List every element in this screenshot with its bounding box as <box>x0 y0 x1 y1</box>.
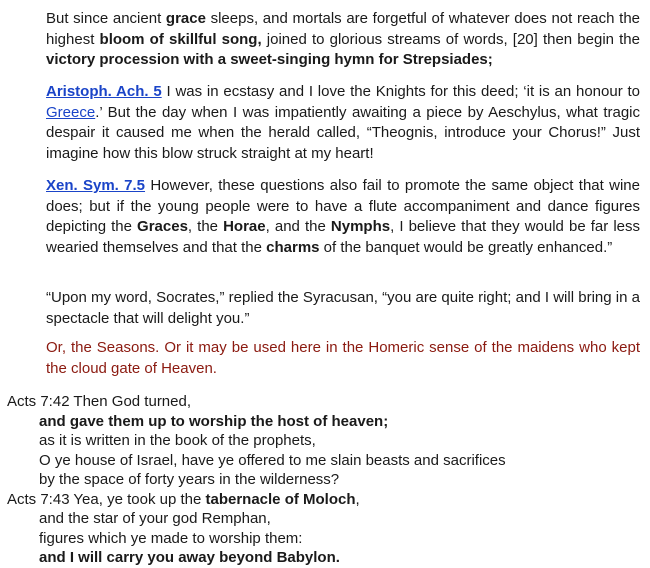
text: , the <box>187 218 224 235</box>
text: sleeps, and mortals are forgetful of whatever does not reach the highest <box>46 10 641 48</box>
greece-link[interactable]: Greece <box>46 103 96 121</box>
acts-line: Acts 7:42 Then God turned, <box>7 393 192 410</box>
bold-graces: Graces <box>137 218 188 235</box>
bold-host-of-heaven: and gave them up to worship the host of heaven; <box>39 412 389 430</box>
reference-link-aristoph-ach[interactable]: Aristoph. Ach. 5 <box>46 83 162 100</box>
acts-line: and the star of your god Remphan, <box>39 510 271 527</box>
acts-line: as it is written in the book of the prophets, <box>39 432 316 449</box>
text: , <box>355 490 360 508</box>
bold-horae: Horae <box>223 218 266 235</box>
bold-grace: grace <box>165 10 206 27</box>
paragraph-seasons-note: Or, the Seasons. Or it may be used here in the Homeric sense of the maidens who kept the cloud gate of Heaven. <box>46 339 640 377</box>
acts-line <box>7 490 650 510</box>
text: of the banquet would be greatly enhanced.” <box>319 238 613 256</box>
text: , and the <box>265 218 331 235</box>
bold-tabernacle-of-moloch: tabernacle of Moloch <box>205 490 356 508</box>
acts-passage <box>7 392 650 568</box>
text: I was in ecstasy and I love the Knights for this deed; ‘it is an honour to <box>161 83 640 100</box>
paragraph-syracusan: “Upon my word, Socrates,” replied the Syracusan, “you are quite right; and I will bring in a spectacle that will delight you.” <box>46 289 640 327</box>
bold-victory-procession: victory procession with a sweet-singing hymn for Strepsiades; <box>46 51 493 68</box>
bold-charms: charms <box>266 238 320 256</box>
acts-line: O ye house of Israel, have ye offered to me slain beasts and sacrifices <box>39 451 506 469</box>
text: joined to glorious streams of words, [20] then begin the <box>261 30 640 48</box>
text: Acts 7:43 Yea, ye took up the <box>7 490 206 508</box>
acts-line-bold <box>7 548 650 568</box>
bold-nymphs: Nymphs <box>330 218 391 235</box>
acts-line: by the space of forty years in the wilderness? <box>39 471 340 488</box>
text: , I believe that they would be far less wearied themselves and that the <box>46 218 640 256</box>
bold-beyond-babylon: and I will carry you away beyond Babylon. <box>39 549 340 566</box>
paragraph-aristophanes <box>0 82 650 164</box>
bold-bloom-of-skillful-song: bloom of skillful song, <box>99 30 262 48</box>
text: .’ But the day when I was impatiently awaiting a piece by Aeschylus, what tragic despair it caused me when the herald called, “Theognis, introduce your Chorus!” Just imagine how this blow struck straight at my heart! <box>46 103 640 162</box>
text: But since ancient <box>46 10 166 27</box>
paragraph-pindar <box>0 9 650 71</box>
reference-link-xen-sym[interactable]: Xen. Sym. 7.5 <box>46 177 146 194</box>
acts-line: figures which ye made to worship them: <box>39 529 303 547</box>
text: However, these questions also fail to promote the same object that wine does; but if the young people were to have a flute accompaniment and dance figures depicting the <box>46 177 640 235</box>
acts-line-bold <box>7 412 650 432</box>
paragraph-xenophon <box>0 176 650 258</box>
